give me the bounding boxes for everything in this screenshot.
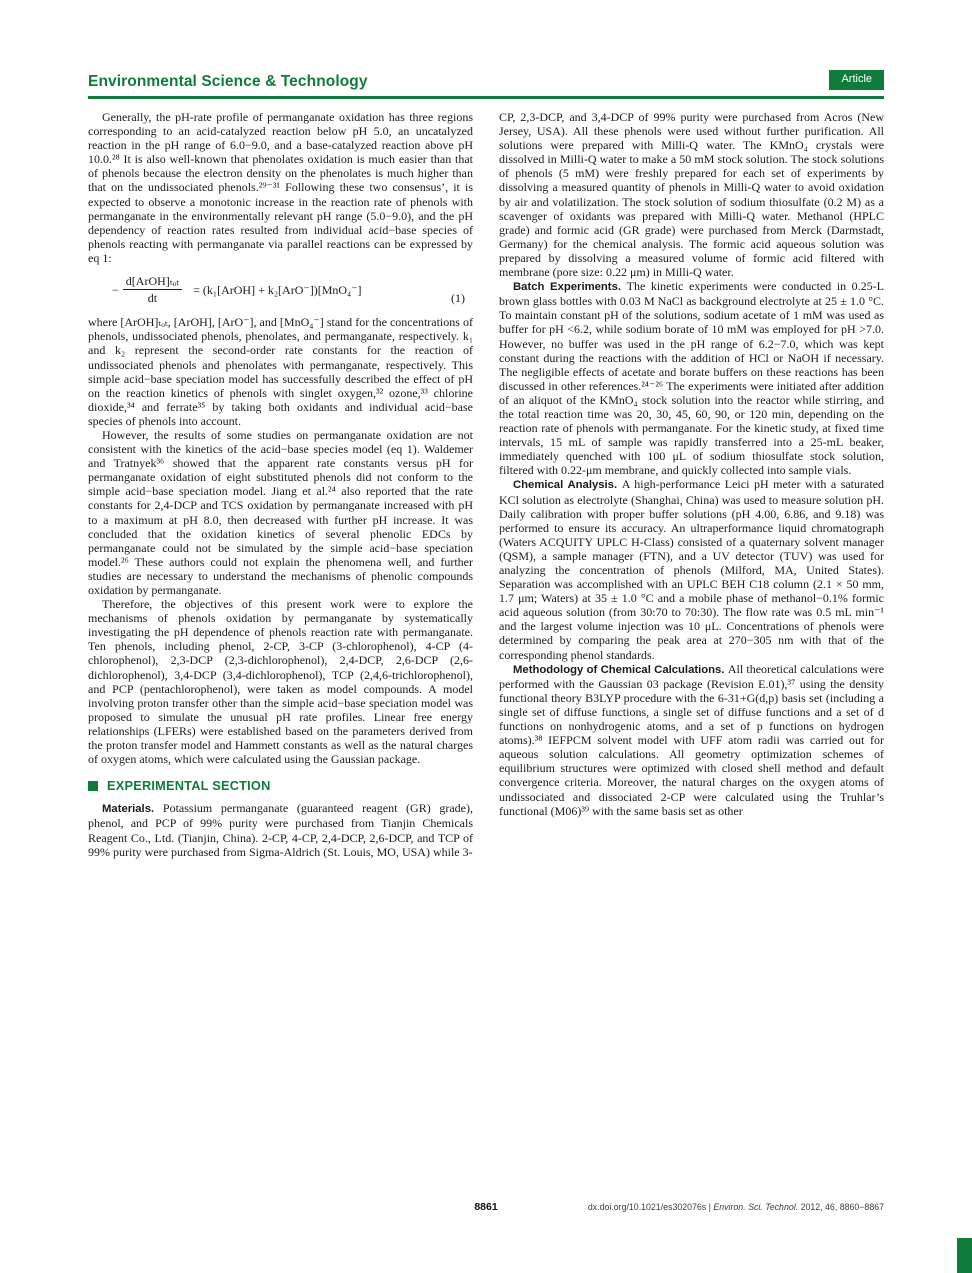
two-column-body	[88, 110, 884, 859]
citation-journal-name: Environ. Sci. Technol.	[713, 1202, 799, 1212]
page-footer	[88, 1201, 884, 1217]
paragraph-text: A high-performance Leici pH meter with a saturated KCl solution as electrolyte (Shanghai, China) was used to measure solution pH. Daily calibration with proper buffer solutions (pH 4.00, 6.86, and 9.18) was performed to ensure its accuracy. An ultraperformance liquid chromatograph (Waters ACQUITY UPLC H-Class) consisted of a quaternary solvent manager (QSM), a sample manager (FTN), and a UV detector (TUV) was used for analyzing the concentration of phenols (Milford, MA, United States). Separation was accomplished with an UPLC BEH C18 column (2.1 × 50 mm, 1.7 μm; Waters) at 35 ± 1.0 °C and a mobile phase of methanol−0.1% formic acid aqueous solution (from 30:70 to 70:30). The flow rate was 0.5 mL min⁻¹ and the largest volume injection was 10 μL. Concentrations of phenols were determined by comparing the peak area at 270−305 nm with that of the corresponding phenol standards.	[499, 477, 885, 662]
doi-text: dx.doi.org/10.1021/es302076s |	[587, 1202, 714, 1212]
equation-right-hand-side: = (k₁[ArOH] + k₂[ArO⁻])[MnO₄⁻]	[193, 282, 362, 297]
page-content	[88, 70, 884, 859]
page-number: 8861	[474, 1201, 498, 1213]
paragraph-text: Therefore, the objectives of this present work were to explore the mechanisms of phenols oxidation by permanganate by systematically investigating the pH dependence of phenols reaction rate with permanganate. Ten phenols, including phenol, 2-CP, 3-CP (3-chlorophenol), 4-CP (4-chlorophenol), 2,3-DCP (2,3-dichlorophenol), 2,4-DCP, 2,6-DCP (2,6-dichlorophenol), 3,4-DCP (3,4-dichlorophenol), TCP (2,4,6-trichlorophenol), and PCP (pentachlorophenol), were taken as model compounds. A model involving proton transfer other than the simple acid−base speciation model was proposed to simulate the unusual pH rate profiles. Linear free energy relationships (LFERs) were established based on the parameters derived from the proton transfer model and Hammett constants as well as the natural charges of oxygen atoms, which were calculated using the Gaussian package.	[88, 597, 473, 767]
journal-header	[88, 70, 884, 99]
paragraph-text: CP, 2,3-DCP, and 3,4-DCP of 99% purity were purchased from Acros (New Jersey, USA). All these phenols were used without further purification. All solutions were prepared with Milli-Q water. The KMnO₄ crystals were dissolved in Milli-Q water to make a 50 mM stock solution. The stock solutions of phenols (5 mM) were freshly prepared for each set of experiments by dissolving a measured quantity of phenols in Milli-Q water to avoid oxidation by air and volatilization. The stock solution of sodium thiosulfate (0.2 M) as a scavenger of oxidants was prepared with Milli-Q water. Methanol (HPLC grade) and formic acid (GR grade) were purchased from Merck (Darmstadt, Germany) for the chemical analysis. The formic acid aqueous solution was prepared by dissolving a measured volume of formic acid filtered with membrane (pore size: 0.22 μm) in Milli-Q water.	[499, 110, 884, 280]
equation-minus-sign: −	[112, 282, 119, 297]
equation-1	[88, 274, 473, 305]
section-heading-text: EXPERIMENTAL SECTION	[107, 778, 271, 794]
run-in-heading-chemical-analysis: Chemical Analysis.	[513, 479, 618, 492]
paragraph-text: Generally, the pH-rate profile of permanganate oxidation has three regions corresponding to an acid-catalyzed reaction below pH 5.0, an uncatalyzed reaction in the pH range of 6.0−9.0, and a base-catalyzed reaction above pH 10.0.²⁸ It is also well-known that phenolates oxidation is much easier than that of phenols because the electron density on the phenolates is much higher than that on the undissociated phenols.²⁹⁻³¹ Following these two consensus’, it is expected to observe a monotonic increase in the reaction rate of phenols with permanganate in the environmentally relevant pH range (5.0−9.0), and the pH dependency of reaction rates resulted from individual acid−base species of phenols reacting with permanganate via parallel reactions can be expressed by eq 1:	[88, 110, 473, 265]
paragraph-materials	[88, 801, 473, 858]
paragraph-batch-experiments	[499, 279, 884, 477]
paragraph-materials-continued	[499, 110, 884, 279]
article-type-badge: Article	[829, 70, 884, 90]
paragraph-text: However, the results of some studies on permanganate oxidation are not consistent with the kinetics of the acid−base species model (eq 1). Waldemer and Tratnyek³⁶ showed that the apparent rate constants versus pH for permanganate oxidation of eight substituted phenols did not conform to the simple acid−base speciation model. Jiang et al.²⁴ also reported that the rate constants for 2,4-DCP and TCS oxidation by permanganate increased with pH to a maximum at pH 8.0, then decreased with further pH increase. It was concluded that the oxidation kinetics of several phenolic EDCs by permanganate could not be simulated by the simple acid−base speciation model.²⁶ These authors could not explain the phenomena well, and further studies are necessary to understand the mechanisms of phenolic compounds oxidation by permanganate.	[88, 427, 473, 597]
equation-number: (1)	[451, 291, 465, 306]
left-column	[88, 110, 473, 859]
run-in-heading-methodology: Methodology of Chemical Calculations.	[513, 663, 725, 676]
citation-volume-pages: 2012, 46, 8860−8867	[798, 1202, 884, 1212]
paragraph-intro-4	[88, 597, 473, 766]
right-column	[499, 110, 884, 859]
experimental-section-heading	[88, 779, 473, 793]
paragraph-text: All theoretical calculations were performed with the Gaussian 03 package (Revision E.01),³⁷ using the density functional theory B3LYP procedure with the 6-31+G(d,p) basis set (including a single set of diffuse functions, a single set of diffuse functions and a set of d functions on nonhydrogenic atoms, and a set of p functions on hydrogen atoms).³⁸ IEFPCM solvent model with UFF atom radii was carried out for aqueous solution calculations. All geometry optimization schemes of equilibrium structures were optimized with closed shell method and default convergence criteria. Moreover, the natural charges on the oxygen atoms of undissociated and dissociated 2-CP were calculated using the Truhlar’s functional (M06)³⁹ with the same basis set as other	[499, 661, 884, 818]
doi-citation	[588, 1202, 884, 1212]
paragraph-text: Potassium permanganate (guaranteed reagent (GR) grade), phenol, and PCP of 99% purity were purchased from Tianjin Chemicals Reagent Co., Ltd. (Tianjin, China). 2-CP, 4-CP, 2,4-DCP, 2,6-DCP, and TCP of 99% purity were purchased from Sigma-Aldrich (St. Louis, MO, USA) while 3-	[88, 801, 473, 859]
section-bullet-icon	[88, 781, 98, 791]
run-in-heading-materials: Materials.	[102, 803, 155, 816]
equation-numerator: d[ArOH]ₜₒₜ	[123, 274, 182, 290]
paragraph-chemical-analysis	[499, 477, 884, 661]
journal-title: Environmental Science & Technology	[88, 73, 368, 90]
paragraph-intro-1	[88, 110, 473, 265]
paragraph-methodology	[499, 662, 884, 818]
paragraph-intro-3	[88, 428, 473, 597]
corner-accent-bar	[957, 1238, 972, 1273]
paragraph-text: where [ArOH]ₜₒₜ, [ArOH], [ArO⁻], and [MnO₄⁻] stand for the concentrations of phenols, undissociated phenols, phenolates, and permanganate, respectively. k₁ and k₂ represent the second-order rate constants for the reaction of undissociated phenols and phenolates with permanganate, respectively. This simple acid−base speciation model has successfully described the effect of pH on the reaction kinetics of phenols with singlet oxygen,³² ozone,³³ chlorine dioxide,³⁴ and ferrate³⁵ by taking both oxidants and individual acid−base species of phenols into account.	[88, 315, 473, 428]
paragraph-intro-2	[88, 315, 473, 428]
paragraph-text: The kinetic experiments were conducted in 0.25-L brown glass bottles with 0.03 M NaCl as background electrolyte at 25 ± 1.0 °C. To maintain constant pH of the solutions, sodium acetate of 1 mM was used as buffer for pH <6.2, while sodium borate of 10 mM was employed for pH >7.0. However, no buffer was used in the pH range of 6.2−7.0, which was kept constant during the reactions with the addition of HCl or NaOH if necessary. The negligible effects of acetate and borate buffers on these reactions has been discussed in other references.²⁴⁻²⁶ The experiments were initiated after addition of an aliquot of the KMnO₄ stock solution into the reactor while stirring, and the total reaction time was 20, 30, 45, 60, 90, or 120 min, depending on the reaction rate of phenols with permanganate. For the kinetic study, at fixed time intervals, 15 mL of sample was rapidly transferred into a 25-mL beaker, immediately quenched with 100 μL of sodium thiosulfate stock solution, filtered with 0.22-μm membrane, and quickly collected into sample vials.	[499, 279, 884, 478]
run-in-heading-batch-experiments: Batch Experiments.	[513, 281, 621, 294]
equation-denominator: dt	[147, 291, 158, 306]
equation-fraction	[123, 274, 182, 305]
